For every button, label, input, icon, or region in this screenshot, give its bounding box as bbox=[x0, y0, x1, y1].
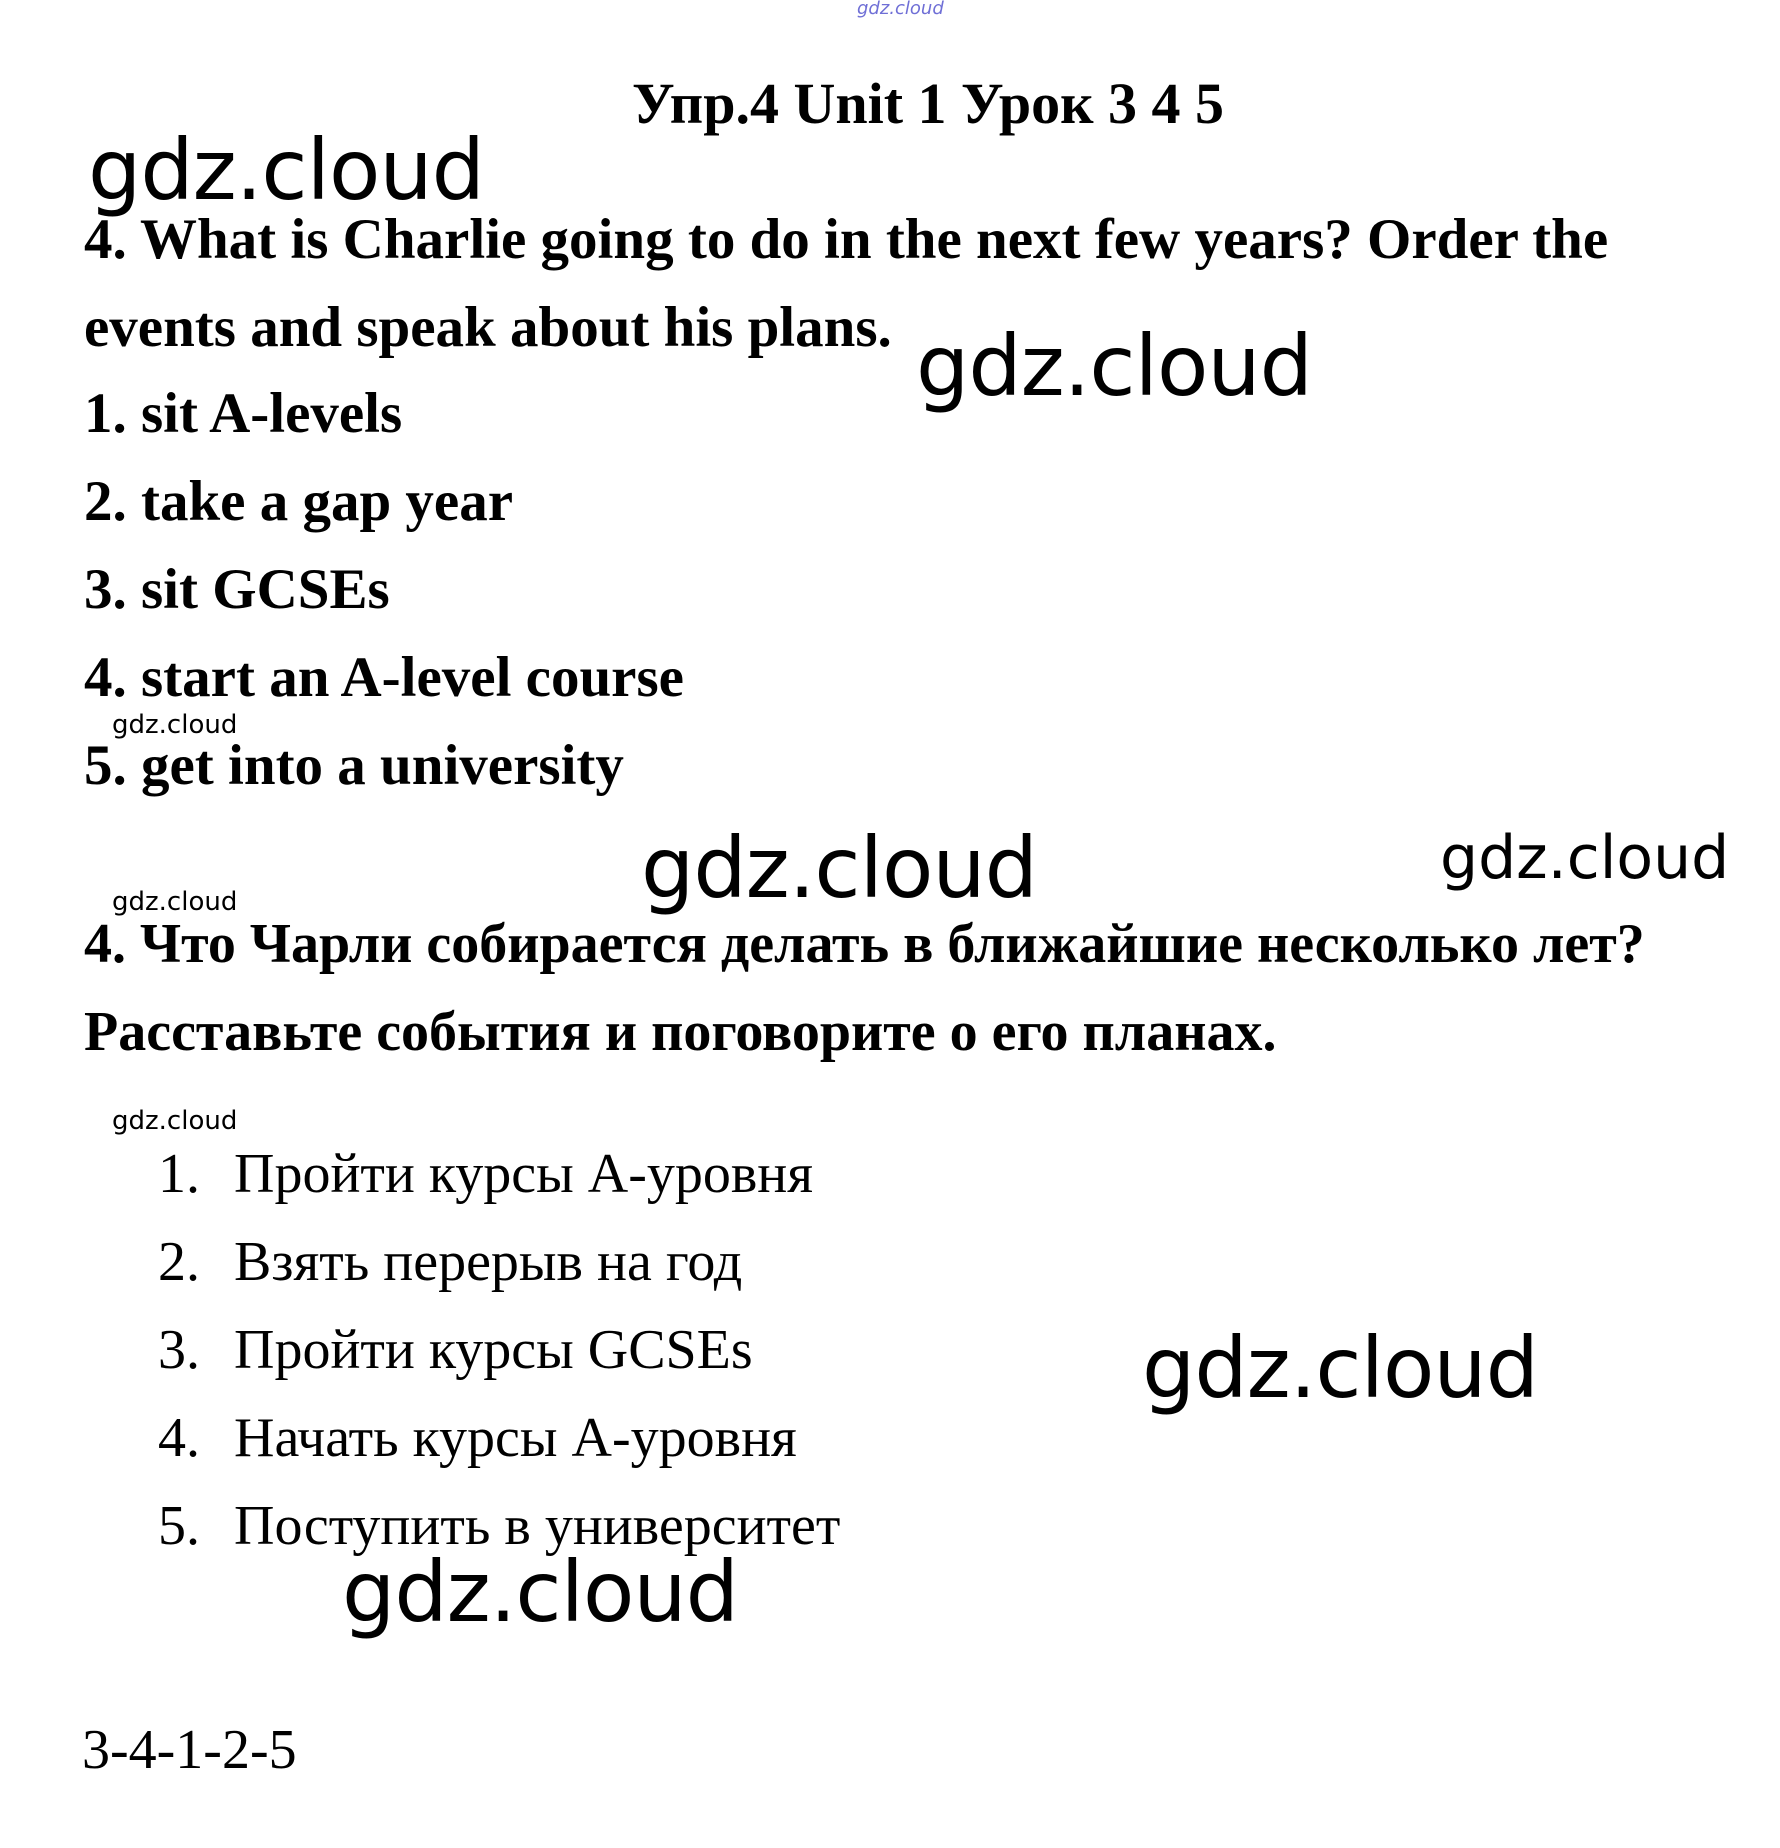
list-item-text: Начать курсы А-уровня bbox=[234, 1407, 797, 1469]
list-item bbox=[158, 1130, 840, 1218]
watermark: gdz.cloud bbox=[342, 1543, 738, 1641]
russian-task-prompt: 4. Что Чарли собирается делать в ближайшие несколько лет? Расставьте события и поговорите о его планах. bbox=[84, 913, 1645, 1063]
top-watermark: gdz.cloud bbox=[857, 0, 944, 19]
page-title: Упр.4 Unit 1 Урок 3 4 5 bbox=[632, 71, 1225, 136]
list-item: 5. get into a university bbox=[84, 734, 624, 797]
list-item bbox=[158, 1394, 840, 1482]
list-item-number: 1. bbox=[158, 1143, 200, 1205]
list-item: 1. sit A-levels bbox=[84, 382, 403, 445]
watermark: gdz.cloud bbox=[112, 1106, 238, 1136]
list-item-text: Поступить в университет bbox=[234, 1495, 841, 1557]
answer-text: 3-4-1-2-5 bbox=[82, 1719, 297, 1781]
watermark: gdz.cloud bbox=[916, 317, 1312, 415]
watermark: gdz.cloud bbox=[1440, 823, 1730, 893]
english-event-list bbox=[84, 370, 684, 810]
watermark: gdz.cloud bbox=[1142, 1319, 1538, 1417]
watermark: gdz.cloud bbox=[112, 710, 238, 740]
watermark: gdz.cloud bbox=[112, 887, 238, 917]
list-item-number: 4. bbox=[158, 1407, 200, 1469]
list-item-text: Взять перерыв на год bbox=[234, 1231, 743, 1293]
list-item bbox=[158, 1218, 840, 1306]
russian-event-list bbox=[158, 1130, 840, 1570]
list-item: 3. sit GCSEs bbox=[84, 558, 390, 621]
list-item-number: 3. bbox=[158, 1319, 200, 1381]
list-item: 4. start an A-level course bbox=[84, 646, 684, 709]
watermark: gdz.cloud bbox=[641, 819, 1037, 917]
list-item-number: 5. bbox=[158, 1495, 200, 1557]
list-item-text: Пройти курсы GCSEs bbox=[234, 1319, 753, 1381]
list-item: 2. take a gap year bbox=[84, 470, 514, 533]
list-item-number: 2. bbox=[158, 1231, 200, 1293]
english-task-prompt: 4. What is Charlie going to do in the next few years? Order the events and speak about his plans. bbox=[84, 208, 1609, 359]
list-item-text: Пройти курсы А-уровня bbox=[234, 1143, 814, 1205]
list-item bbox=[158, 1306, 840, 1394]
watermark: gdz.cloud bbox=[88, 121, 484, 219]
